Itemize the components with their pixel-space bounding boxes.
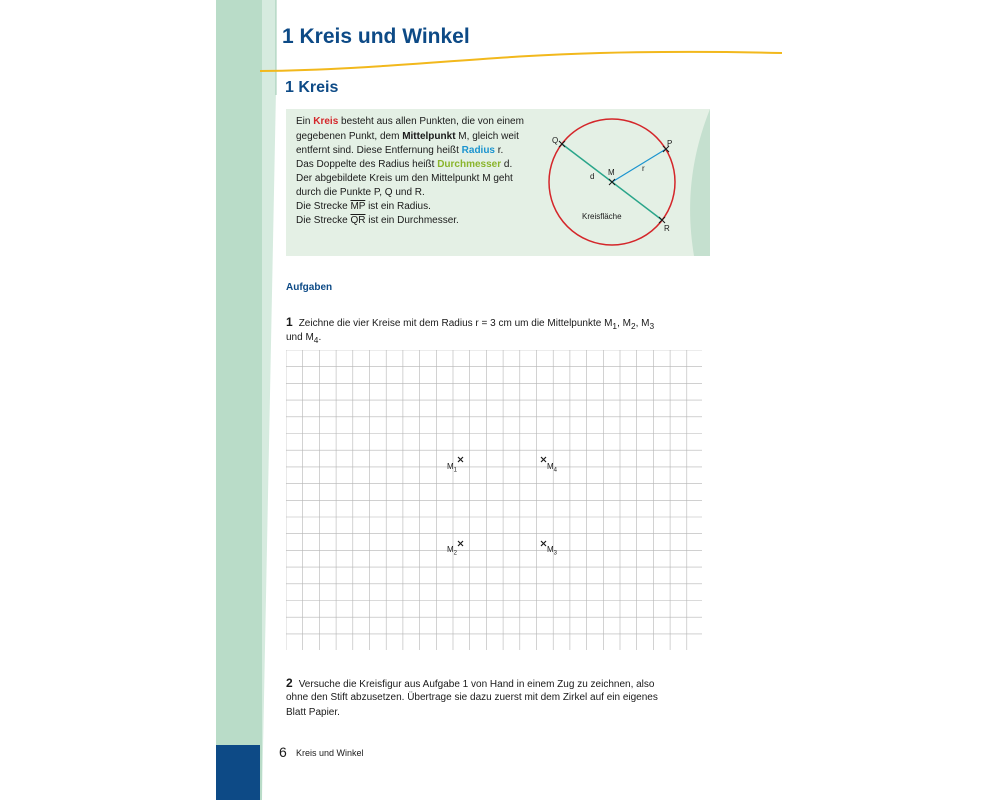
- label-r-point: R: [664, 224, 670, 233]
- task-1-line-2: und $M_4$.: [286, 332, 322, 345]
- circle-figure: [540, 112, 680, 252]
- task-1-line-1: 1 Zeichne die vier Kreise mit dem Radius r = 3 cm um die Mittelpunkte $M_1$, $M_2$, $M_3$: [286, 315, 655, 331]
- chapter-title: 1 Kreis und Winkel: [282, 25, 470, 48]
- task-2-line-2: ohne den Stift abzusetzen. Übertrage sie dazu zuerst mit dem Zirkel auf ein eigenes: [286, 692, 658, 703]
- definition-line-7: Die Strecke $\overline{MP}$ ist ein Radius.: [296, 201, 431, 212]
- label-q: Q: [552, 136, 559, 145]
- task-2-line-3: Blatt Papier.: [286, 707, 340, 718]
- definition-line-2: gegebenen Punkt, dem Mittelpunkt M, gleich weit: [296, 131, 519, 142]
- point-markers: [559, 141, 669, 223]
- keyword-durchmesser: Durchmesser: [437, 159, 502, 170]
- definition-line-4: Das Doppelte des Radius heißt Durchmesser d.: [296, 159, 513, 170]
- task-1-number: 1: [286, 315, 293, 329]
- label-p: P: [667, 139, 673, 148]
- definition-line-1: Ein Kreis besteht aus allen Punkten, die von einem: [296, 116, 524, 127]
- definition-line-3: entfernt sind. Diese Entfernung heißt Radius r.: [296, 145, 504, 156]
- page-number: 6: [279, 744, 287, 760]
- task-2-line-1: 2 Versuche die Kreisfigur aus Aufgabe 1 von Hand in einem Zug zu zeichnen, also: [286, 676, 655, 690]
- definition-line-8: Die Strecke $\overline{QR}$ ist ein Durchmesser.: [296, 215, 459, 226]
- label-m4: $M_4$: [547, 462, 558, 474]
- label-m: M: [608, 168, 615, 177]
- margin-green-band: [262, 0, 276, 800]
- keyword-kreis: Kreis: [313, 116, 339, 127]
- definition-line-6: durch die Punkte P, Q und R.: [296, 187, 425, 198]
- infobox-corner-decoration: [680, 109, 710, 256]
- margin-green-strip: [216, 0, 262, 800]
- label-kreisflaeche: Kreisfläche: [582, 212, 622, 221]
- radius-line: [612, 149, 666, 182]
- title-underline: [260, 52, 782, 71]
- label-m1: $M_1$: [447, 462, 458, 474]
- label-m2: $M_2$: [447, 545, 458, 557]
- label-m3: $M_3$: [547, 545, 558, 557]
- label-radius-r: r: [642, 164, 645, 173]
- segment-qr: $\overline{QR}$: [350, 215, 366, 226]
- center-markers: [458, 457, 546, 546]
- aufgaben-heading: Aufgaben: [286, 282, 333, 293]
- segment-mp: $\overline{MP}$: [350, 201, 366, 212]
- keyword-mittelpunkt: Mittelpunkt: [402, 131, 456, 142]
- keyword-radius: Radius: [461, 145, 495, 156]
- task-2-number: 2: [286, 676, 293, 690]
- definition-line-5: Der abgebildete Kreis um den Mittelpunkt M geht: [296, 173, 513, 184]
- label-diameter-d: d: [590, 172, 595, 181]
- drawing-grid[interactable]: [286, 350, 702, 650]
- section-title: 1 Kreis: [285, 79, 339, 96]
- footer-blue-block: [216, 745, 260, 800]
- footer-chapter: Kreis und Winkel: [296, 748, 364, 758]
